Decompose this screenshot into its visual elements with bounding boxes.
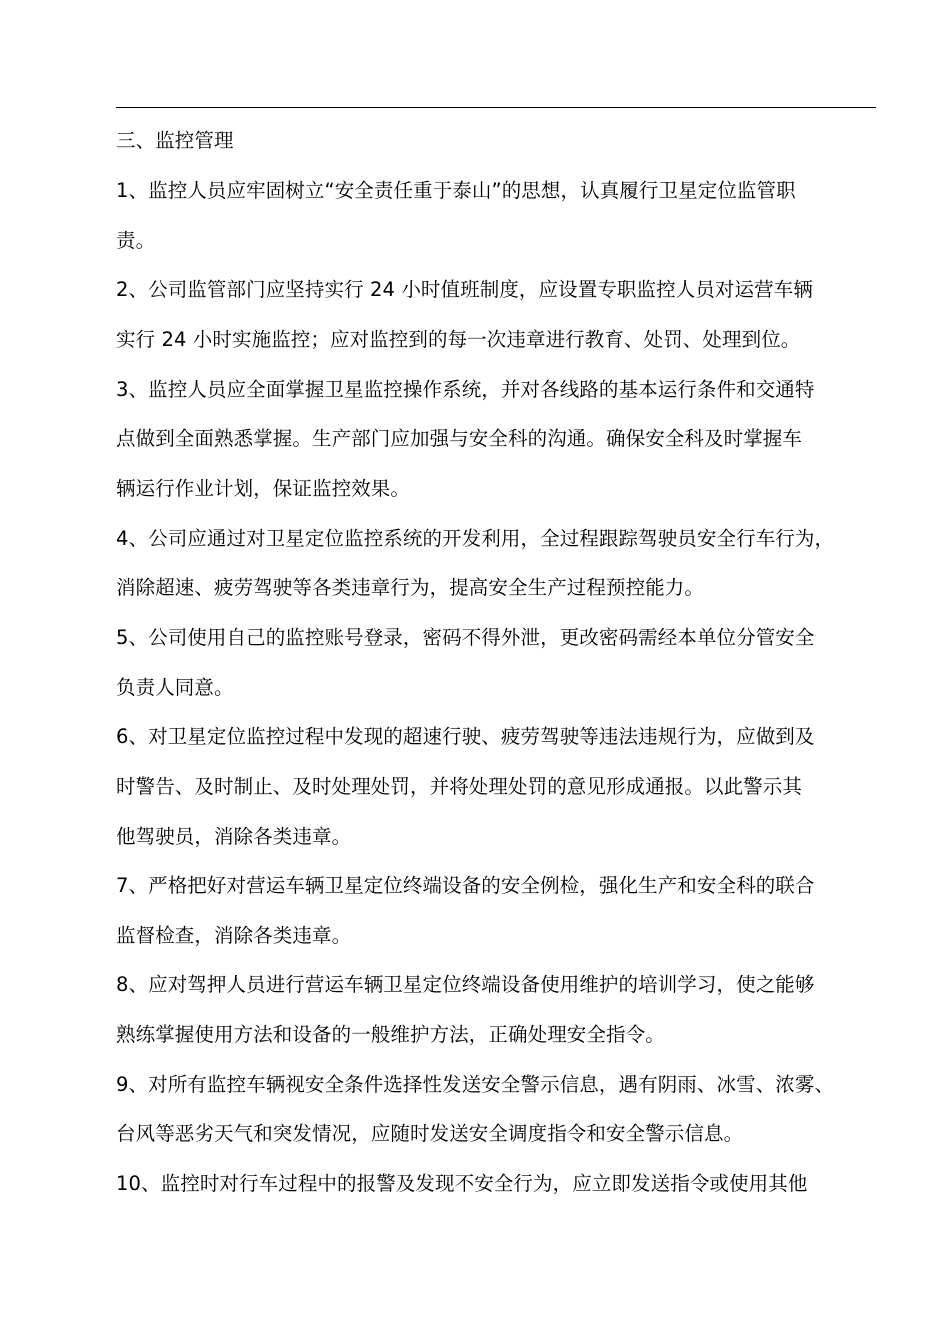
section-heading: 三、监控管理 [116, 129, 234, 152]
paragraph-line: 8、应对驾押人员进行营运车辆卫星定位终端设备使用维护的培训学习，使之能够 [116, 973, 815, 996]
paragraph-line: 2、公司监管部门应坚持实行 24 小时值班制度，应设置专职监控人员对运营车辆 [116, 278, 813, 301]
paragraph-line: 5、公司使用自己的监控账号登录，密码不得外泄，更改密码需经本单位分管安全 [116, 626, 815, 649]
paragraph-line: 3、监控人员应全面掌握卫星监控操作系统，并对各线路的基本运行条件和交通特 [116, 378, 815, 401]
paragraph-line: 监督检查，消除各类违章。 [116, 924, 352, 947]
paragraph-line: 9、对所有监控车辆视安全条件选择性发送安全警示信息，遇有阴雨、冰雪、浓雾、 [116, 1073, 835, 1096]
paragraph-line: 点做到全面熟悉掌握。生产部门应加强与安全科的沟通。确保安全科及时掌握车 [116, 427, 803, 450]
paragraph-line: 6、对卫星定位监控过程中发现的超速行驶、疲劳驾驶等违法违规行为，应做到及 [116, 725, 815, 748]
paragraph-line: 实行 24 小时实施监控；应对监控到的每一次违章进行教育、处罚、处理到位。 [116, 328, 801, 351]
header-rule [116, 107, 876, 108]
paragraph-line: 台风等恶劣天气和突发情况，应随时发送安全调度指令和安全警示信息。 [116, 1122, 744, 1145]
paragraph-line: 熟练掌握使用方法和设备的一般维护方法，正确处理安全指令。 [116, 1023, 665, 1046]
paragraph-line: 辆运行作业计划，保证监控效果。 [116, 477, 411, 500]
paragraph-line: 7、严格把好对营运车辆卫星定位终端设备的安全例检，强化生产和安全科的联合 [116, 874, 815, 897]
paragraph-line: 责。 [116, 229, 156, 252]
paragraph-line: 负责人同意。 [116, 676, 234, 699]
paragraph-line: 4、公司应通过对卫星定位监控系统的开发利用，全过程跟踪驾驶员安全行车行为， [116, 527, 835, 550]
paragraph-line: 消除超速、疲劳驾驶等各类违章行为，提高安全生产过程预控能力。 [116, 576, 705, 599]
paragraph-line: 10、监控时对行车过程中的报警及发现不安全行为，应立即发送指令或使用其他 [116, 1172, 808, 1195]
paragraph-line: 时警告、及时制止、及时处理处罚，并将处理处罚的意见形成通报。以此警示其 [116, 775, 803, 798]
paragraph-line: 1、监控人员应牢固树立“安全责任重于泰山”的思想，认真履行卫星定位监管职 [116, 179, 796, 202]
paragraph-line: 他驾驶员，消除各类违章。 [116, 825, 352, 848]
